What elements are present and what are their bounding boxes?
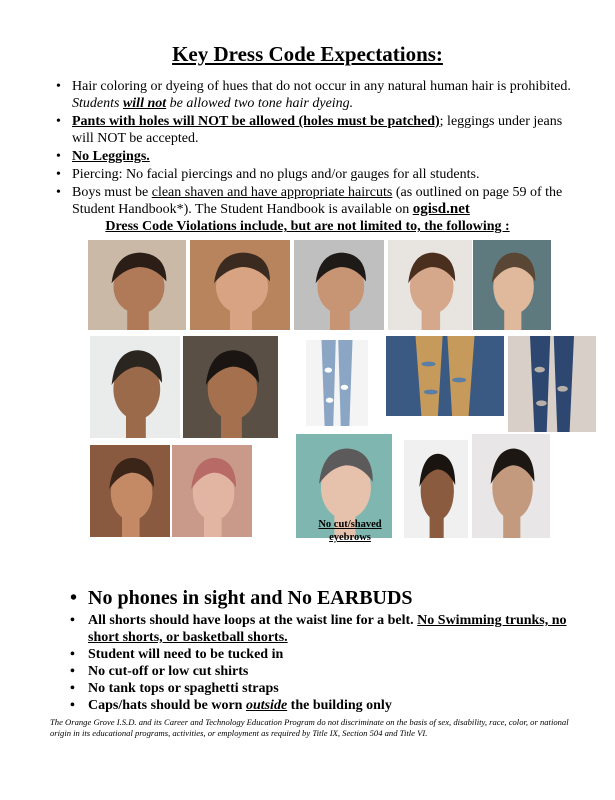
ripped-jeans-photo bbox=[306, 340, 368, 426]
leopard-patched-jeans-photo bbox=[386, 336, 504, 416]
list-item-leggings: • No Leggings. bbox=[72, 148, 572, 165]
long-hair-photo bbox=[388, 240, 472, 330]
man-bun-photo bbox=[190, 240, 290, 330]
page-title: Key Dress Code Expectations: bbox=[172, 42, 443, 66]
list-item-boys-grooming: • Boys must be clean shaven and have appropriate haircuts (as outlined on page 59 of the Student Handbook*). The Student Handbook is available on ogisd.net bbox=[72, 184, 572, 218]
list-item-cutoff: • No cut-off or low cut shirts bbox=[88, 663, 588, 680]
list-item-pants: • Pants with holes will NOT be allowed (holes must be patched); leggings under jeans will NOT be accepted. bbox=[72, 113, 572, 147]
two-tone-undercut-photo bbox=[473, 240, 551, 330]
list-item-shorts: • All shorts should have loops at the waist line for a belt. No Swimming trunks, no short shorts, or basketball shorts. bbox=[88, 612, 588, 646]
bottom-rules-list bbox=[88, 586, 588, 714]
mohawk-fade-photo bbox=[88, 240, 186, 330]
list-item-phones: • No phones in sight and No EARBUDS bbox=[88, 586, 588, 610]
lip-piercing-photo bbox=[90, 445, 170, 537]
eyebrow-caption: No cut/shaved eyebrows bbox=[318, 519, 382, 543]
nose-ring-photo bbox=[172, 445, 252, 537]
distressed-skinny-jeans-photo bbox=[508, 336, 596, 432]
earbud-profile-photo bbox=[472, 434, 550, 538]
website-link[interactable]: ogisd.net bbox=[412, 201, 470, 217]
curly-top-fade-photo bbox=[183, 336, 278, 438]
expectations-list bbox=[72, 78, 572, 219]
list-item-tank: • No tank tops or spaghetti straps bbox=[88, 680, 588, 697]
list-item-piercing: • Piercing: No facial piercings and no plugs and/or gauges for all students. bbox=[72, 166, 572, 183]
shaved-design-photo bbox=[294, 240, 384, 330]
line-design-haircut-photo bbox=[90, 336, 180, 438]
violations-heading: Dress Code Violations include, but are not limited to, the following : bbox=[105, 219, 510, 234]
nondiscrimination-footer: The Orange Grove I.S.D. and its Career and Technology Education Program do not discriminate on the basis of sex, disability, race, color, or national origin in its educational programs, activities, or employment as required by Title IX, Section 504 and Title VI. bbox=[50, 717, 569, 738]
list-item-caps: • Caps/hats should be worn outside the building only bbox=[88, 697, 588, 714]
list-item-hair-color: • Hair coloring or dyeing of hues that do not occur in any natural human hair is prohibited. Students will not be allowed two tone hair dyeing. bbox=[72, 78, 572, 112]
list-item-tucked: • Student will need to be tucked in bbox=[88, 646, 588, 663]
earbud-side-photo bbox=[404, 440, 468, 538]
